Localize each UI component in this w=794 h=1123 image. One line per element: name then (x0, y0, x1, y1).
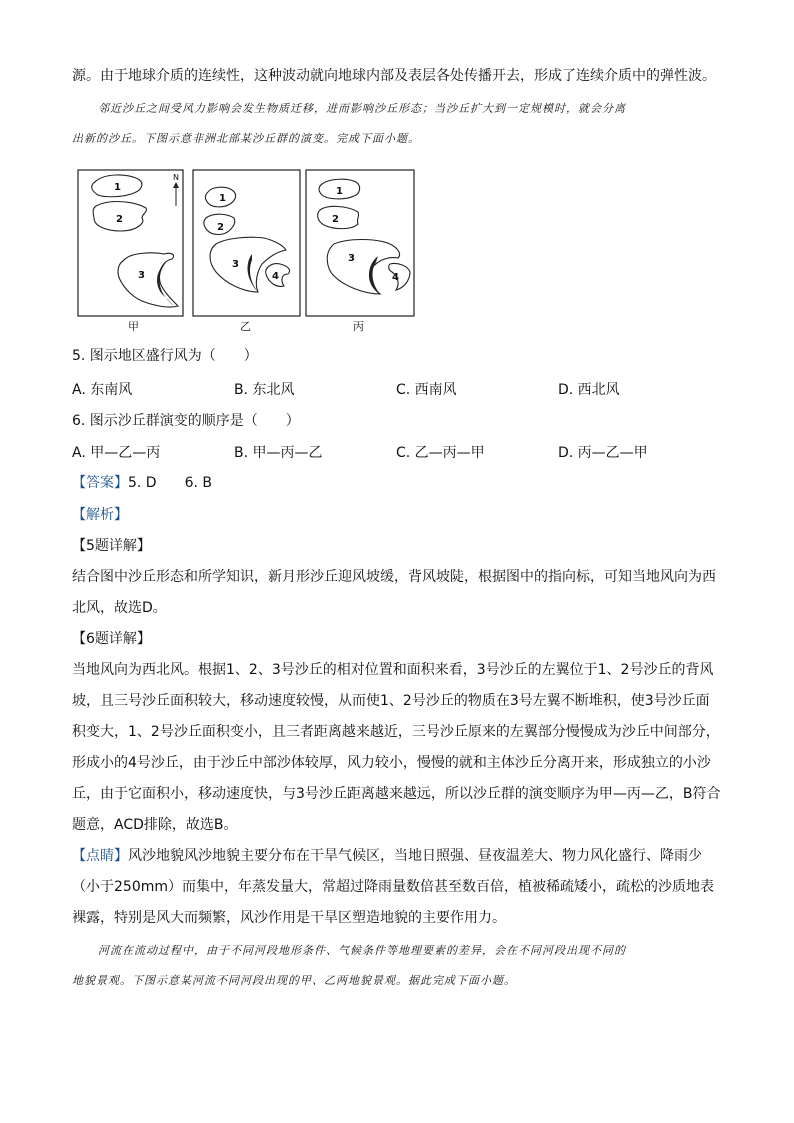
question-5-stem: 5. 图示地区盛行风为（ ） (72, 348, 258, 364)
dune-label: 3 (348, 253, 355, 264)
answer-text: 5. D 6. B (128, 475, 212, 491)
q6-option-d: D. 丙—乙—甲 (558, 445, 648, 461)
dune-label: 2 (332, 214, 339, 225)
north-arrow-icon (173, 173, 179, 206)
dune-label: 1 (114, 182, 121, 193)
detail-5-tag: 【5题详解】 (72, 538, 151, 554)
dune-label: 2 (116, 214, 123, 225)
panel-yi (193, 170, 300, 316)
tip-paragraph (72, 841, 722, 934)
panel-bing (306, 170, 414, 316)
detail-6-tag: 【6题详解】 (72, 631, 151, 647)
dune-3-shape (118, 253, 178, 307)
q6-option-c: C. 乙—丙—甲 (396, 445, 485, 461)
panel-label-yi: 乙 (240, 320, 251, 333)
detail-6-text: 当地风向为西北风。根据1、2、3号沙丘的相对位置和面积来看，3号沙丘的左翼位于1、2号沙丘的背风坡，且三号沙丘面积较大，移动速度较慢，从而使1、2号沙丘的物质在3号左翼不断堆积，使3号沙丘面积变大，1、2号沙丘面积变小，且三者距离越来越近，三号沙丘原来的左翼部分慢慢成为沙丘中间部分，形成小的4号沙丘，由于沙丘中部沙体较厚，风力较小，慢慢的就和主体沙丘分离开来，形成独立的小沙丘，由于它面积小，移动速度快，与3号沙丘距离越来越远，所以沙丘群的演变顺序为甲—丙—乙，B符合题意，ACD排除，故选B。 (72, 662, 721, 833)
answer-line (72, 473, 212, 493)
q5-option-c: C. 西南风 (396, 382, 457, 398)
dune-label: 1 (219, 193, 226, 204)
q6-option-b: B. 甲—丙—乙 (234, 445, 323, 461)
q5-option-d: D. 西北风 (558, 382, 620, 398)
intro-paragraph-line2: 出新的沙丘。下图示意非洲北部某沙丘群的演变。完成下面小题。 (72, 132, 420, 145)
panel-jia (78, 170, 183, 316)
panel-label-bing: 丙 (353, 320, 364, 333)
intro2-line1: 河流在流动过程中，由于不同河段地形条件、气候条件等地理要素的差异，会在不同河段出现不同的 (98, 944, 626, 957)
answer-tag: 【答案】 (72, 475, 128, 491)
tip-tag: 【点睛】 (72, 848, 128, 864)
detail-5-text: 结合图中沙丘形态和所学知识，新月形沙丘迎风坡缓，背风坡陡，根据图中的指向标，可知当地风向为西北风，故选D。 (72, 569, 716, 616)
dune-label: 1 (336, 186, 343, 197)
q5-option-a: A. 东南风 (72, 382, 133, 398)
intro2-line2: 地貌景观。下图示意某河流不同河段出现的甲、乙两地貌景观。据此完成下面小题。 (72, 974, 516, 987)
question-6-stem: 6. 图示沙丘群演变的顺序是（ ） (72, 413, 300, 429)
dune-label: 4 (392, 272, 399, 283)
tip-text: 风沙地貌风沙地貌主要分布在干旱气候区，当地日照强、昼夜温差大、物力风化盛行、降雨少（小于250mm）而集中，年蒸发量大，常超过降雨量数倍甚至数百倍，植被稀疏矮小，疏松的沙质地表裸露，特别是风大而频繁，风沙作用是干旱区塑造地貌的主要作用力。 (72, 848, 714, 926)
panel-label-jia: 甲 (128, 320, 139, 333)
dune-label: 3 (232, 259, 239, 270)
svg-text:N: N (173, 173, 179, 182)
q5-option-b: B. 东北风 (234, 382, 295, 398)
dune-label: 3 (138, 270, 145, 281)
dune-label: 4 (272, 271, 279, 282)
intro-paragraph-line1: 邻近沙丘之间受风力影响会发生物质迁移，进而影响沙丘形态；当沙丘扩大到一定规模时，就会分离 (98, 102, 626, 115)
dune-evolution-figure (76, 168, 421, 334)
dune-label: 2 (217, 222, 224, 233)
q6-option-a: A. 甲—乙—丙 (72, 445, 161, 461)
continued-paragraph: 源。由于地球介质的连续性，这种波动就向地球内部及表层各处传播开去，形成了连续介质中的弹性波。 (72, 68, 716, 84)
analysis-tag: 【解析】 (72, 507, 128, 523)
